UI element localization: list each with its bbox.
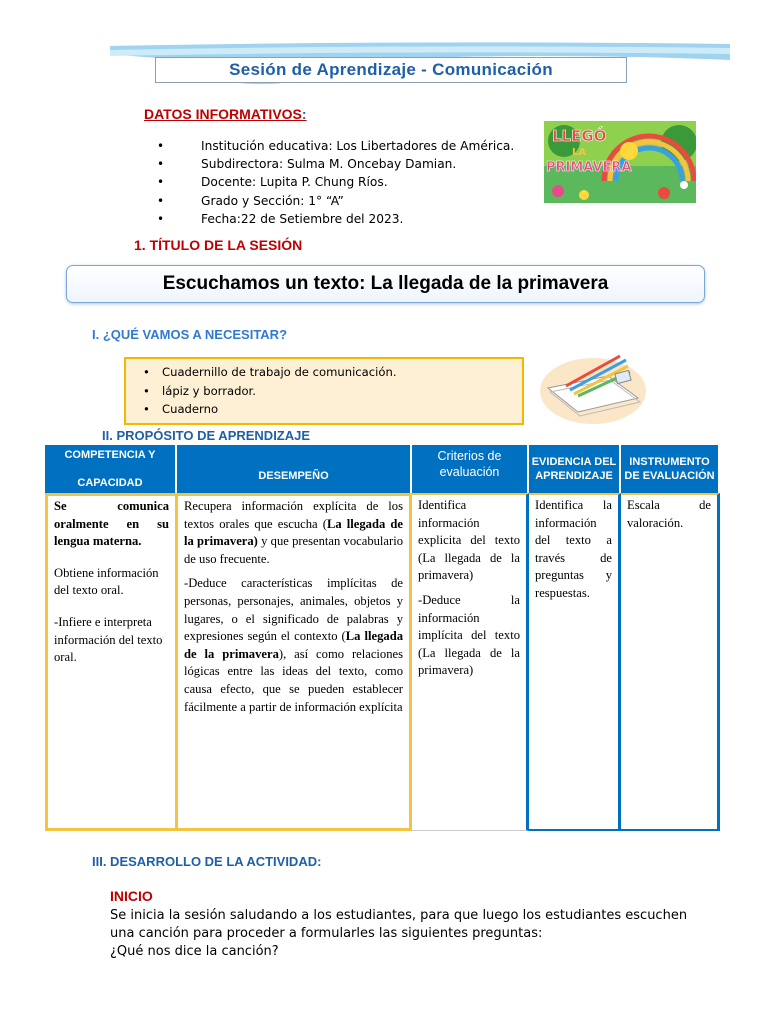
list-item: • Cuadernillo de trabajo de comunicación. bbox=[126, 363, 522, 382]
session-title: Escuchamos un texto: La llegada de la primavera bbox=[66, 265, 705, 303]
capacidad-1: Obtiene información del texto oral. bbox=[54, 565, 159, 598]
datos-informativos-heading: DATOS INFORMATIVOS: bbox=[144, 106, 307, 122]
header-instrumento: INSTRUMENTO DE EVALUACIÓN bbox=[624, 456, 715, 482]
list-item: • Fecha:22 de Setiembre del 2023. bbox=[155, 210, 514, 228]
notebook-pencils-illustration bbox=[538, 346, 648, 426]
cell-criterios bbox=[412, 493, 529, 831]
instrumento-text: Escala de valoración. bbox=[627, 498, 711, 530]
criterio-2: -Deduce la información implícita del texto (La llegada de la primavera) bbox=[418, 592, 520, 678]
competencia-name: Se comunica oralmente en su lengua materna. bbox=[54, 499, 169, 549]
page-header-title: Sesión de Aprendizaje - Comunicación bbox=[155, 57, 627, 83]
materials-box bbox=[124, 357, 524, 425]
list-item: • lápiz y borrador. bbox=[126, 382, 522, 401]
cell-desempeno bbox=[177, 493, 412, 831]
image-label-line2: LA bbox=[572, 147, 587, 158]
section-heading-purpose: II. PROPÓSITO DE APRENDIZAJE bbox=[102, 428, 311, 443]
capacidad-2: -Infiere e interpreta información del texto oral. bbox=[54, 614, 163, 665]
header-competencia: COMPETENCIA Y CAPACIDAD bbox=[45, 445, 177, 493]
inicio-heading: INICIO bbox=[110, 888, 153, 904]
purpose-table-body bbox=[45, 493, 720, 831]
section-heading-needs: I. ¿QUÉ VAMOS A NECESITAR? bbox=[92, 327, 288, 342]
inicio-line: Se inicia la sesión saludando a los estudiantes, para que luego los estudiantes escuchen bbox=[110, 908, 688, 923]
spring-illustration bbox=[544, 121, 696, 203]
list-item: • Subdirectora: Sulma M. Oncebay Damian. bbox=[155, 155, 514, 173]
inicio-line: una canción para proceder a formularles las siguientes preguntas: bbox=[110, 926, 543, 941]
evidencia-text: Identifica la información del texto a través de preguntas y respuestas. bbox=[535, 498, 612, 600]
criterio-1: Identifica información explicita del texto (La llegada de la primavera) bbox=[418, 498, 520, 583]
image-label-line1: LLEGÓ bbox=[552, 127, 607, 145]
image-label-line3: PRIMAVERA bbox=[546, 160, 632, 175]
header-criterios: Criterios de evaluación bbox=[412, 445, 529, 493]
cell-competencia bbox=[45, 493, 177, 831]
list-item: • Cuaderno bbox=[126, 400, 522, 419]
list-item: • Docente: Lupita P. Chung Ríos. bbox=[155, 173, 514, 191]
cell-evidencia bbox=[529, 493, 621, 831]
table-header-row bbox=[45, 445, 718, 493]
inicio-paragraph bbox=[110, 907, 710, 961]
cell-instrumento bbox=[621, 493, 720, 831]
datos-informativos-list bbox=[155, 137, 514, 228]
section-heading-desarrollo: III. DESARROLLO DE LA ACTIVIDAD: bbox=[92, 854, 322, 869]
list-item: • Institución educativa: Los Libertadores de América. bbox=[155, 137, 514, 155]
desempeno-paragraph-2: -Deduce características implícitas de personas, personajes, animales, objetos y lugares, o el significado de palabras y expresiones según el contexto (La llegada de la primavera), así como relaciones lógicas entre las ideas del texto, como causa efecto, que se pueden establecer fácilmente a partir de información explícita bbox=[184, 576, 403, 714]
header-desempeno: DESEMPEÑO bbox=[177, 445, 412, 493]
header-evidencia: EVIDENCIA DEL APRENDIZAJE bbox=[529, 445, 621, 493]
section-title-1: 1. TÍTULO DE LA SESIÓN bbox=[134, 237, 303, 253]
list-item: • Grado y Sección: 1° “A” bbox=[155, 192, 514, 210]
inicio-line: ¿Qué nos dice la canción? bbox=[110, 944, 279, 959]
desempeno-paragraph-1: Recupera información explícita de los textos orales que escucha (La llegada de la primavera) y que presentan vocabulario de uso frecuente. bbox=[184, 499, 404, 566]
